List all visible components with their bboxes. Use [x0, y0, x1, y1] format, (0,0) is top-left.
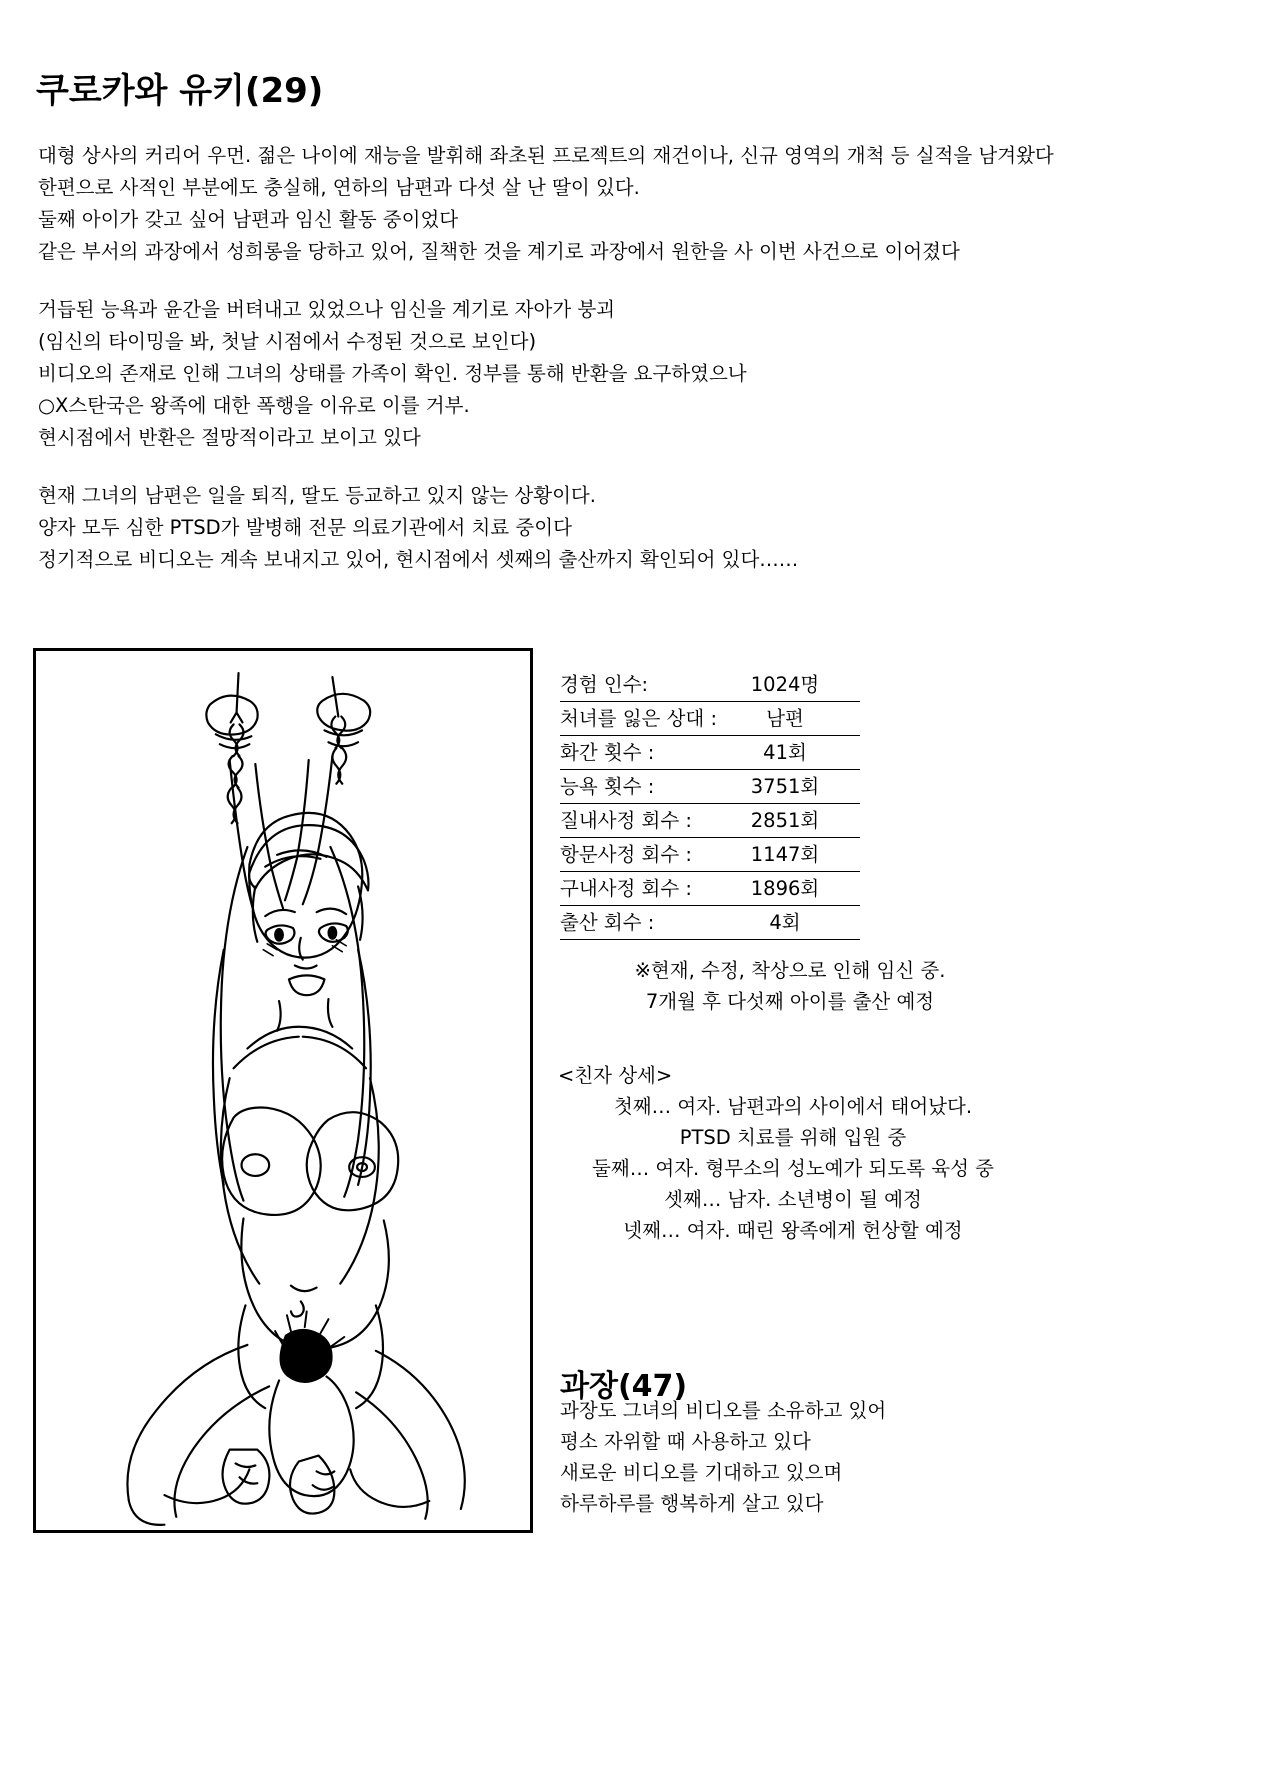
section-line: 새로운 비디오를 기대하고 있으며 [560, 1461, 843, 1484]
children-heading: <친자 상세> [558, 1064, 673, 1087]
table-row [560, 668, 860, 702]
stats-table [560, 668, 860, 940]
note-line: ※현재, 수정, 착상으로 인해 임신 중. [634, 959, 946, 982]
stat-value: 1147회 [750, 843, 820, 866]
pregnancy-note [560, 955, 1020, 1017]
stat-label: 구내사정 회수 : [560, 877, 692, 900]
paragraph-spacer [38, 454, 1248, 480]
child-line: 셋째… 남자. 소년병이 될 예정 [664, 1188, 922, 1211]
stat-label: 화간 횟수 : [560, 741, 655, 764]
table-row [560, 736, 860, 770]
note-line: 7개월 후 다섯째 아이를 출산 예정 [645, 990, 935, 1013]
intro-line: 양자 모두 심한 PTSD가 발병해 전문 의료기관에서 치료 중이다 [38, 516, 572, 539]
stat-value: 1896회 [750, 877, 820, 900]
section-line: 평소 자위할 때 사용하고 있다 [560, 1430, 811, 1453]
section-body-manager [560, 1395, 1030, 1519]
line-art-illustration [36, 651, 530, 1530]
table-row [560, 702, 860, 736]
child-line: PTSD 치료를 위해 입원 중 [679, 1126, 907, 1149]
intro-line: 현시점에서 반환은 절망적이라고 보이고 있다 [38, 426, 421, 449]
table-row [560, 838, 860, 872]
table-row [560, 872, 860, 906]
stat-value: 3751회 [750, 775, 820, 798]
child-line: 첫째… 여자. 남편과의 사이에서 태어났다. [613, 1095, 973, 1118]
stat-label: 질내사정 회수 : [560, 809, 692, 832]
stat-value: 4회 [769, 911, 801, 934]
intro-line: 둘째 아이가 갖고 싶어 남편과 임신 활동 중이었다 [38, 208, 459, 231]
illustration-frame [33, 648, 533, 1533]
intro-line: 거듭된 능욕과 윤간을 버텨내고 있었으나 임신을 계기로 자아가 붕괴 [38, 298, 616, 321]
section-title-manager: 과장(47) [560, 1368, 688, 1404]
stat-label: 출산 회수 : [560, 911, 655, 934]
intro-line: 대형 상사의 커리어 우먼. 젊은 나이에 재능을 발휘해 좌초된 프로젝트의 재건이나, 신규 영역의 개척 등 실적을 남겨왔다 [38, 144, 1054, 167]
intro-line: 한편으로 사적인 부분에도 충실해, 연하의 남편과 다섯 살 난 딸이 있다. [38, 176, 640, 199]
stat-value: 1024명 [750, 673, 820, 696]
table-row [560, 804, 860, 838]
child-line: 넷째… 여자. 때린 왕족에게 헌상할 예정 [623, 1219, 963, 1242]
stat-value: 41회 [763, 741, 807, 764]
stat-label: 처녀를 잃은 상대 : [560, 707, 718, 730]
intro-line: (임신의 타이밍을 봐, 첫날 시점에서 수정된 것으로 보인다) [38, 330, 537, 353]
paragraph-spacer [38, 268, 1248, 294]
stat-label: 항문사정 회수 : [560, 843, 692, 866]
child-line: 둘째… 여자. 형무소의 성노예가 되도록 육성 중 [592, 1157, 994, 1180]
stat-label: 능욕 횟수 : [560, 775, 655, 798]
intro-line: 비디오의 존재로 인해 그녀의 상태를 가족이 확인. 정부를 통해 반환을 요구하였으나 [38, 362, 747, 385]
intro-line: ○X스탄국은 왕족에 대한 폭행을 이유로 이를 거부. [38, 394, 470, 417]
intro-text [38, 140, 1248, 576]
section-line: 하루하루를 행복하게 살고 있다 [560, 1492, 824, 1515]
intro-line: 현재 그녀의 남편은 일을 퇴직, 딸도 등교하고 있지 않는 상황이다. [38, 484, 596, 507]
intro-line: 정기적으로 비디오는 계속 보내지고 있어, 현시점에서 셋째의 출산까지 확인되어 있다…… [38, 548, 799, 571]
section-line: 과장도 그녀의 비디오를 소유하고 있어 [560, 1399, 887, 1422]
table-row [560, 770, 860, 804]
intro-line: 같은 부서의 과장에서 성희롱을 당하고 있어, 질책한 것을 계기로 과장에서 원한을 사 이번 사건으로 이어졌다 [38, 240, 960, 263]
page-title: 쿠로카와 유키(29) [36, 70, 324, 111]
table-row [560, 906, 860, 940]
stat-value: 남편 [766, 707, 804, 730]
children-details [558, 1060, 1028, 1246]
stat-label: 경험 인수: [560, 673, 649, 696]
stat-value: 2851회 [750, 809, 820, 832]
